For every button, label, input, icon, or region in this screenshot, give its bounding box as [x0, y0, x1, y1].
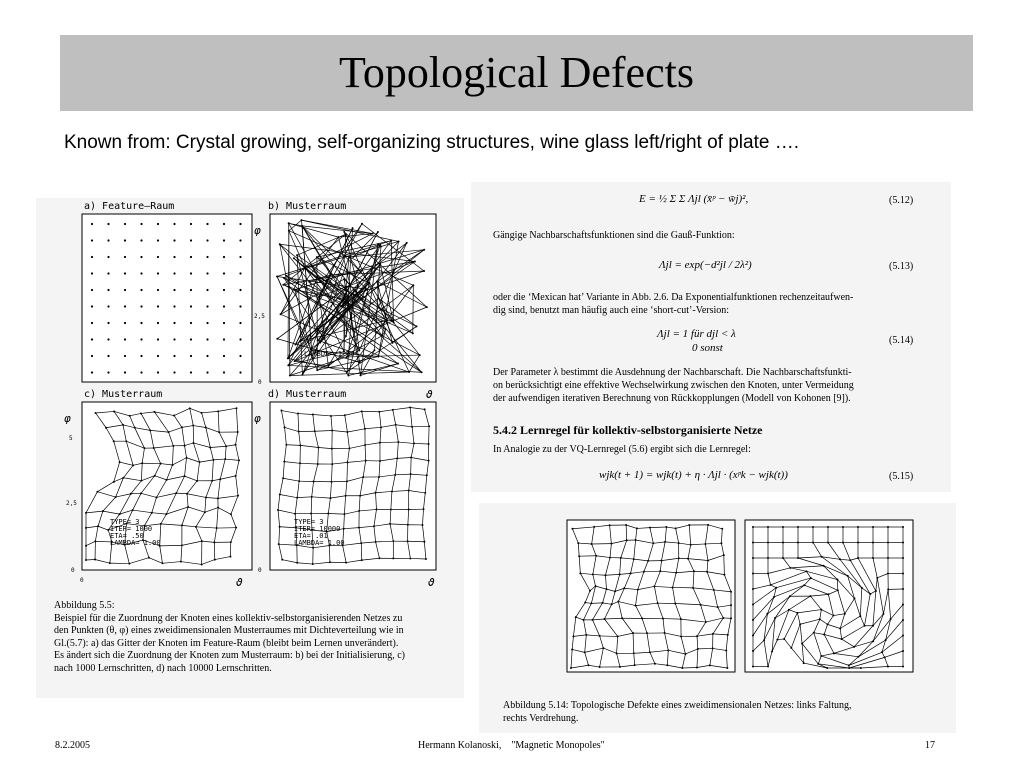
equation-5-12-number: (5.12): [889, 195, 914, 206]
equation-5-12: E = ½ Σ Σ Λjl (x̄ᵖ − w̄j)²,: [639, 193, 749, 205]
svg-text:ITER= 1000: ITER= 1000: [110, 525, 153, 533]
panel-d-title: d) Musterraum: [268, 389, 347, 400]
slide-subtitle: Known from: Crystal growing, self-organizing structures, wine glass left/right of plate ….: [64, 132, 799, 153]
equation-5-15-number: (5.15): [889, 471, 914, 482]
footer-author: Hermann Kolanoski, "Magnetic Monopoles": [418, 740, 605, 751]
equation-5-14-case-2: 0 sonst: [692, 342, 723, 354]
panel-c-title: c) Musterraum: [84, 389, 163, 400]
defects-figure-plots: [479, 503, 956, 683]
left-caption-line-5: nach 1000 Lernschritten, d) nach 10000 Lernschritten.: [54, 662, 272, 674]
panel-a-title: a) Feature—Raum: [84, 201, 175, 212]
panel-b-params: LAMBDA= 1.00: [304, 350, 355, 358]
left-caption-line-1: Beispiel für die Zuordnung der Knoten eines kollektiv-selbstorganisierenden Netzes zu: [54, 612, 403, 624]
panel-d-phi-label: φ: [254, 412, 261, 425]
slide-title: Topological Defects: [339, 48, 694, 97]
panel-d-theta-label-bottom: ϑ: [428, 576, 435, 589]
panel-b-tick-25: 2,5: [254, 313, 265, 320]
svg-text:ITER= 10000: ITER= 10000: [294, 525, 341, 533]
panel-c-theta-label: ϑ: [236, 576, 243, 589]
svg-text:ETA= .50: ETA= .50: [110, 532, 144, 540]
equation-5-14-case-1: Λjl = 1 für djl < λ: [657, 328, 736, 340]
defects-caption-line-1: Abbildung 5.14: Topologische Defekte eines zweidimensionalen Netzes: links Faltung,: [503, 700, 852, 711]
panel-c-xtick-0: 0: [80, 577, 84, 584]
text-panel: [471, 182, 951, 492]
panel-b-title: b) Musterraum: [268, 201, 347, 212]
left-figure-caption: [54, 600, 454, 675]
equation-5-13: Λjl = exp(−d²jl / 2λ²): [659, 259, 752, 271]
left-caption-line-2: den Punkten (θ, φ) eines zweidimensionalen Musterraumes mit Dichteverteilung wie in: [54, 625, 404, 636]
equation-5-15: wjk(t + 1) = wjk(t) + η · Λjl · (xᵖk − wjk(t)): [599, 469, 788, 481]
panel-c-tick-25: 2,5: [66, 500, 77, 507]
svg-text:TYPE= 3: TYPE= 3: [294, 518, 324, 526]
left-figure-plots: [36, 198, 464, 598]
panel-c-tick-5: 5: [69, 435, 73, 442]
footer-date: 8.2.2005: [55, 740, 90, 751]
left-figure-panel: [36, 198, 464, 698]
left-caption-title: Abbildung 5.5:: [54, 600, 115, 611]
left-caption-line-4: Es ändert sich die Zuordnung der Knoten zum Musterraum: b) bei der Initialisierung, c): [54, 650, 406, 661]
panel-d-theta-label: ϑ: [426, 388, 433, 401]
equation-5-13-number: (5.13): [889, 261, 914, 272]
defects-caption-line-2: rechts Verdrehung.: [503, 712, 579, 724]
svg-text:LAMBDA= 1.00: LAMBDA= 1.00: [294, 539, 345, 547]
defects-figure-caption: [503, 700, 953, 725]
title-bar: [60, 35, 973, 111]
footer-page-number: 17: [925, 740, 935, 751]
defects-figure-panel: [479, 503, 956, 733]
equation-5-14-number: (5.14): [889, 335, 914, 346]
text-line-4: Der Parameter λ bestimmt die Ausdehnung der Nachbarschaft. Die Nachbarschaftsfunkti-: [493, 367, 852, 378]
panel-c-phi-label: φ: [64, 412, 71, 425]
text-line-1: Gängige Nachbarschaftsfunktionen sind die Gauß-Funktion:: [493, 230, 735, 241]
text-line-6: der aufwendigen iterativen Berechnung von Rückkopplungen (Modell von Kohonen [9]).: [493, 393, 851, 404]
svg-text:ETA= .01: ETA= .01: [294, 532, 328, 540]
svg-text:LAMBDA= 1.00: LAMBDA= 1.00: [110, 539, 161, 547]
panel-c-tick-0: 0: [71, 567, 75, 574]
text-line-5: on berücksichtigt eine effektive Wechselwirkung zwischen den Knoten, unter Vermeidung: [493, 380, 854, 391]
section-heading: 5.4.2 Lernregel für kollektiv-selbstorganisierte Netze: [493, 423, 763, 437]
text-line-7: In Analogie zu der VQ-Lernregel (5.6) ergibt sich die Lernregel:: [493, 444, 751, 455]
text-line-2: oder die ‘Mexican hat’ Variante in Abb. 2.6. Da Exponentialfunktionen rechenzeitaufwen-: [493, 292, 854, 303]
left-caption-line-3: Gl.(5.7): a) das Gitter der Knoten im Feature-Raum (bleibt beim Lernen unverändert).: [54, 637, 399, 649]
text-line-3: dig sind, benutzt man häufig auch eine ‘short-cut’-Version:: [493, 305, 730, 316]
panel-a-frame: [82, 214, 252, 382]
panel-b-tick-0: 0: [258, 379, 262, 386]
svg-text:TYPE= 3: TYPE= 3: [110, 518, 140, 526]
panel-b-phi-label: φ: [254, 224, 261, 237]
panel-d-tick-0: 0: [258, 567, 262, 574]
